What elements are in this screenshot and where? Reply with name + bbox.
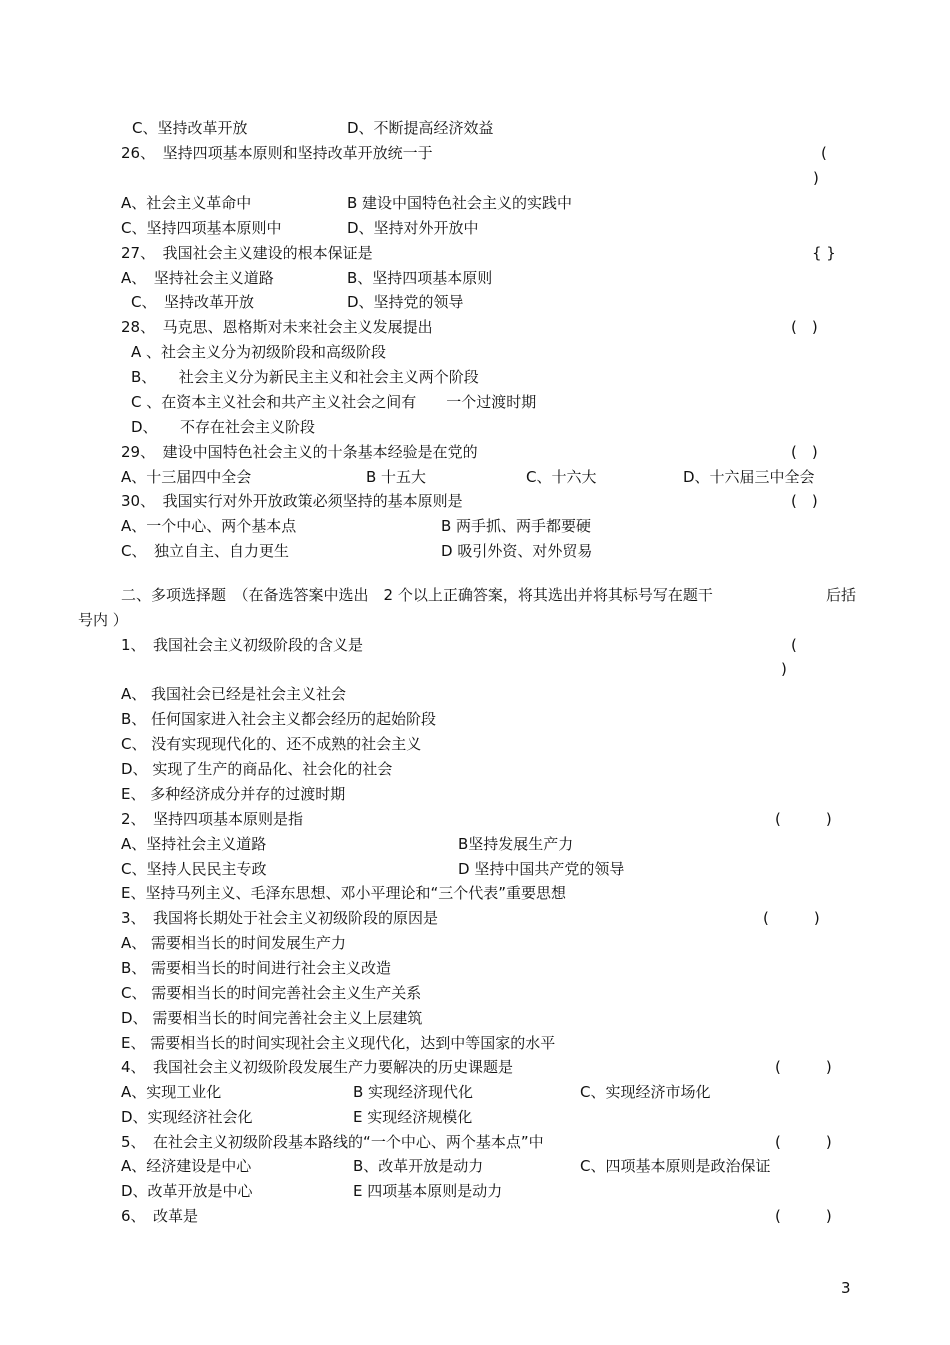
q30-stem: 30、 我国实行对外开放政策必须坚持的基本原则是 <box>121 492 463 510</box>
m4-option-e: E 实现经济规模化 <box>353 1108 473 1126</box>
q26-paren-close: ) <box>813 169 819 187</box>
q27-option-b: B、坚持四项基本原则 <box>347 269 493 287</box>
q25-option-c: C、坚持改革开放 <box>132 119 248 137</box>
q29-stem: 29、 建设中国特色社会主义的十条基本经验是在党的 <box>121 443 478 461</box>
m6-stem: 6、 改革是 <box>121 1207 199 1225</box>
q27-paren: { } <box>812 244 836 262</box>
m3-option-c: C、 需要相当长的时间完善社会主义生产关系 <box>121 984 422 1002</box>
m5-option-e: E 四项基本原则是动力 <box>353 1182 503 1200</box>
m1-option-e: E、 多种经济成分并存的过渡时期 <box>121 785 346 803</box>
m5-option-b: B、改革开放是动力 <box>353 1157 484 1175</box>
q28-paren: ( ) <box>791 318 818 336</box>
section-title-tail: 后括 <box>826 586 857 604</box>
m2-option-d: D 坚持中国共产党的领导 <box>458 860 625 878</box>
m3-paren: ( ) <box>763 909 820 927</box>
q26-stem: 26、 坚持四项基本原则和坚持改革开放统一于 <box>121 144 433 162</box>
q30-option-a: A、一个中心、两个基本点 <box>121 517 297 535</box>
q29-paren: ( ) <box>791 443 818 461</box>
m2-option-e: E、坚持马列主义、毛泽东思想、邓小平理论和“三个代表”重要思想 <box>121 884 567 902</box>
section-title-line2: 号内 ） <box>78 611 128 629</box>
q26-option-d: D、坚持对外开放中 <box>347 219 479 237</box>
page-number: 3 <box>841 1279 851 1297</box>
q26-option-a: A、社会主义革命中 <box>121 194 252 212</box>
section-title: 二、多项选择题 （在备选答案中选出 2 个以上正确答案，将其选出并将其标号写在题干 <box>121 586 713 604</box>
q27-option-d: D、坚持党的领导 <box>347 293 464 311</box>
m2-option-c: C、坚持人民民主专政 <box>121 860 267 878</box>
q30-paren: ( ) <box>791 492 818 510</box>
q26-option-b: B 建设中国特色社会主义的实践中 <box>347 194 573 212</box>
m2-option-a: A、坚持社会主义道路 <box>121 835 267 853</box>
q30-option-b: B 两手抓、两手都要硬 <box>441 517 592 535</box>
q30-option-c: C、 独立自主、自力更生 <box>121 542 289 560</box>
q29-option-a: A、十三届四中全会 <box>121 468 252 486</box>
m1-paren-open: ( <box>791 636 797 654</box>
q28-option-c: C 、在资本主义社会和共产主义社会之间有 一个过渡时期 <box>131 393 537 411</box>
m5-stem: 5、 在社会主义初级阶段基本路线的“一个中心、两个基本点”中 <box>121 1133 544 1151</box>
m4-option-b: B 实现经济现代化 <box>353 1083 474 1101</box>
m2-option-b: B坚持发展生产力 <box>458 835 574 853</box>
m3-option-d: D、 需要相当长的时间完善社会主义上层建筑 <box>121 1009 423 1027</box>
q27-stem: 27、 我国社会主义建设的根本保证是 <box>121 244 373 262</box>
m1-option-d: D、 实现了生产的商品化、社会化的社会 <box>121 760 393 778</box>
q25-option-d: D、不断提高经济效益 <box>347 119 494 137</box>
m4-option-d: D、实现经济社会化 <box>121 1108 253 1126</box>
q29-option-d: D、十六届三中全会 <box>683 468 815 486</box>
m5-option-a: A、经济建设是中心 <box>121 1157 252 1175</box>
m3-option-b: B、 需要相当长的时间进行社会主义改造 <box>121 959 392 977</box>
q30-option-d: D 吸引外资、对外贸易 <box>441 542 593 560</box>
q28-option-a: A 、社会主义分为初级阶段和高级阶段 <box>131 343 387 361</box>
q26-paren-open: ( <box>821 144 827 162</box>
m4-option-c: C、实现经济市场化 <box>580 1083 711 1101</box>
m3-option-a: A、 需要相当长的时间发展生产力 <box>121 934 347 952</box>
m2-paren: ( ) <box>775 810 832 828</box>
m5-paren: ( ) <box>775 1133 832 1151</box>
q29-option-c: C、十六大 <box>526 468 597 486</box>
m5-option-c: C、四项基本原则是政治保证 <box>580 1157 771 1175</box>
q28-option-b: B、 社会主义分为新民主主义和社会主义两个阶段 <box>131 368 479 386</box>
q29-option-b: B 十五大 <box>366 468 427 486</box>
m3-stem: 3、 我国将长期处于社会主义初级阶段的原因是 <box>121 909 439 927</box>
m1-option-a: A、 我国社会已经是社会主义社会 <box>121 685 347 703</box>
q26-option-c: C、坚持四项基本原则中 <box>121 219 282 237</box>
q28-option-d: D、 不存在社会主义阶段 <box>131 418 316 436</box>
m4-paren: ( ) <box>775 1058 832 1076</box>
q27-option-c: C、 坚持改革开放 <box>131 293 254 311</box>
m4-stem: 4、 我国社会主义初级阶段发展生产力要解决的历史课题是 <box>121 1058 514 1076</box>
q27-option-a: A、 坚持社会主义道路 <box>121 269 274 287</box>
q28-stem: 28、 马克思、恩格斯对未来社会主义发展提出 <box>121 318 433 336</box>
m3-option-e: E、 需要相当长的时间实现社会主义现代化，达到中等国家的水平 <box>121 1034 556 1052</box>
m1-paren-close: ) <box>781 660 787 678</box>
m5-option-d: D、改革开放是中心 <box>121 1182 253 1200</box>
m2-stem: 2、 坚持四项基本原则是指 <box>121 810 304 828</box>
m1-stem: 1、 我国社会主义初级阶段的含义是 <box>121 636 364 654</box>
m1-option-b: B、 任何国家进入社会主义都会经历的起始阶段 <box>121 710 437 728</box>
m6-paren: ( ) <box>775 1207 832 1225</box>
m1-option-c: C、 没有实现现代化的、还不成熟的社会主义 <box>121 735 422 753</box>
m4-option-a: A、实现工业化 <box>121 1083 222 1101</box>
